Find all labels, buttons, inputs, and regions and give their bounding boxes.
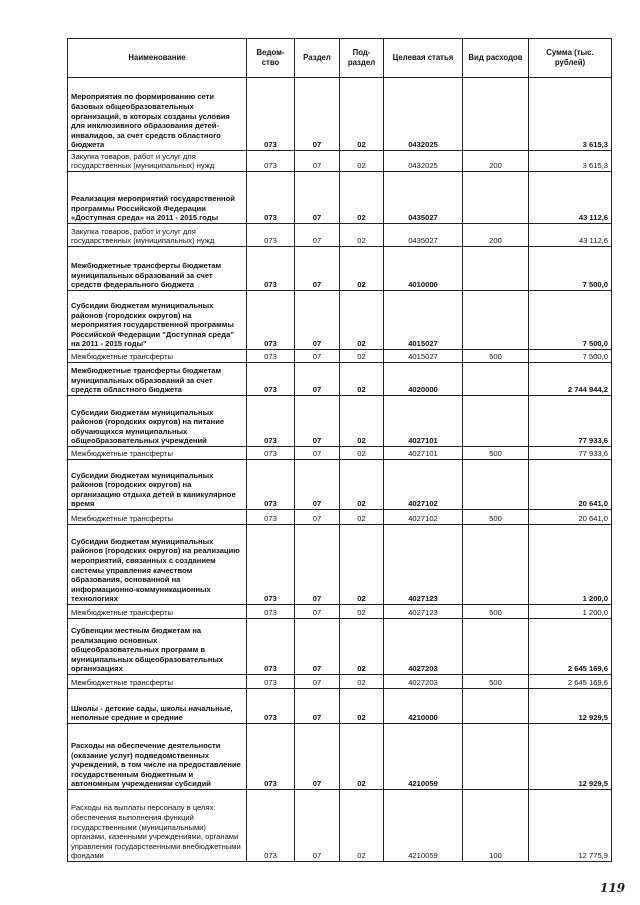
cell-section: 07 <box>295 689 340 724</box>
cell-dept: 073 <box>247 151 295 172</box>
cell-name: Межбюджетные трансферты <box>68 605 247 619</box>
cell-dept: 073 <box>247 78 295 151</box>
cell-target: 4210059 <box>384 790 463 862</box>
cell-target: 4027102 <box>384 510 463 525</box>
table-row <box>68 510 612 525</box>
cell-type <box>463 291 529 350</box>
table-row <box>68 350 612 363</box>
cell-sum: 7 500,0 <box>529 350 612 363</box>
cell-name: Субсидии бюджетам муниципальных районов (городских округов) на мероприятия государственной программы Российской Федерации "Доступная среда" на 2011 - 2015 годы" <box>68 291 247 350</box>
cell-subsection: 02 <box>340 247 384 291</box>
header-subsection: Под-раздел <box>340 39 384 78</box>
cell-name: Субвенции местным бюджетам на реализацию основных общеобразовательных программ в муниципальных общеобразовательных организациях <box>68 619 247 675</box>
cell-section: 07 <box>295 525 340 605</box>
cell-sum: 12 929,5 <box>529 724 612 790</box>
table-row <box>68 447 612 460</box>
cell-type <box>463 460 529 510</box>
cell-type: 500 <box>463 510 529 525</box>
cell-section: 07 <box>295 350 340 363</box>
cell-target: 4210000 <box>384 689 463 724</box>
cell-section: 07 <box>295 460 340 510</box>
table-row <box>68 675 612 689</box>
cell-section: 07 <box>295 619 340 675</box>
cell-sum: 20 641,0 <box>529 460 612 510</box>
cell-sum: 1 200,0 <box>529 605 612 619</box>
cell-name: Межбюджетные трансферты <box>68 350 247 363</box>
cell-dept: 073 <box>247 605 295 619</box>
cell-type <box>463 172 529 224</box>
cell-subsection: 02 <box>340 396 384 447</box>
cell-type: 200 <box>463 224 529 247</box>
cell-name: Субсидии бюджетам муниципальных районов (городских округов) на реализацию мероприятий, связанных с созданием системы управления качеством образования, основанной на информационно-коммуникационных технологиях <box>68 525 247 605</box>
cell-target: 0435027 <box>384 172 463 224</box>
cell-type <box>463 724 529 790</box>
cell-section: 07 <box>295 605 340 619</box>
table-row <box>68 525 612 605</box>
cell-name: Школы - детские сады, школы начальные, неполные средние и средние <box>68 689 247 724</box>
header-name: Наименование <box>68 39 247 78</box>
cell-target: 4027203 <box>384 619 463 675</box>
cell-target: 4027123 <box>384 525 463 605</box>
cell-subsection: 02 <box>340 291 384 350</box>
cell-type: 500 <box>463 447 529 460</box>
budget-table <box>67 38 612 862</box>
cell-dept: 073 <box>247 350 295 363</box>
cell-subsection: 02 <box>340 724 384 790</box>
cell-dept: 073 <box>247 460 295 510</box>
cell-section: 07 <box>295 291 340 350</box>
cell-section: 07 <box>295 224 340 247</box>
cell-target: 4027101 <box>384 447 463 460</box>
cell-sum: 7 500,0 <box>529 247 612 291</box>
cell-subsection: 02 <box>340 151 384 172</box>
cell-target: 0432025 <box>384 78 463 151</box>
cell-name: Субсидии бюджетам муниципальных районов (городских округов) на организацию отдыха детей в каникулярное время <box>68 460 247 510</box>
cell-subsection: 02 <box>340 363 384 396</box>
cell-sum: 12 775,9 <box>529 790 612 862</box>
cell-type: 200 <box>463 151 529 172</box>
cell-type <box>463 247 529 291</box>
cell-type <box>463 689 529 724</box>
cell-subsection: 02 <box>340 460 384 510</box>
cell-name: Межбюджетные трансферты бюджетам муниципальных образований за счет средств федерального бюджета <box>68 247 247 291</box>
cell-type <box>463 396 529 447</box>
table-row <box>68 619 612 675</box>
cell-target: 4027123 <box>384 605 463 619</box>
table-row <box>68 605 612 619</box>
cell-subsection: 02 <box>340 447 384 460</box>
table-row <box>68 151 612 172</box>
cell-dept: 073 <box>247 396 295 447</box>
table-row <box>68 396 612 447</box>
cell-target: 4210059 <box>384 724 463 790</box>
cell-section: 07 <box>295 675 340 689</box>
cell-section: 07 <box>295 247 340 291</box>
cell-dept: 073 <box>247 525 295 605</box>
table-row <box>68 224 612 247</box>
cell-subsection: 02 <box>340 619 384 675</box>
cell-type: 500 <box>463 350 529 363</box>
cell-dept: 073 <box>247 224 295 247</box>
cell-name: Субсидии бюджетам муниципальных районов (городских округов) на питание обучающихся муниципальных общеобразовательных учреждений <box>68 396 247 447</box>
header-section: Раздел <box>295 39 340 78</box>
cell-subsection: 02 <box>340 172 384 224</box>
cell-name: Межбюджетные трансферты <box>68 510 247 525</box>
cell-dept: 073 <box>247 689 295 724</box>
cell-sum: 77 933,6 <box>529 396 612 447</box>
table-row <box>68 247 612 291</box>
cell-target: 4015027 <box>384 350 463 363</box>
cell-subsection: 02 <box>340 689 384 724</box>
cell-target: 4015027 <box>384 291 463 350</box>
cell-name: Расходы на обеспечение деятельности (оказание услуг) подведомственных учреждений, в том числе на предоставление государственным бюджетным и автономным учреждениям субсидий <box>68 724 247 790</box>
cell-dept: 073 <box>247 724 295 790</box>
cell-subsection: 02 <box>340 224 384 247</box>
cell-sum: 2 645 169,6 <box>529 675 612 689</box>
cell-name: Расходы на выплаты персоналу в целях обеспечения выполнения функций государственными (муниципальными) органами, казенными учреждениями, органами управления государственными внебюджетными фондами <box>68 790 247 862</box>
cell-target: 4027203 <box>384 675 463 689</box>
cell-dept: 073 <box>247 675 295 689</box>
table-row <box>68 78 612 151</box>
cell-dept: 073 <box>247 790 295 862</box>
table-header-row <box>68 39 612 78</box>
cell-section: 07 <box>295 363 340 396</box>
cell-section: 07 <box>295 447 340 460</box>
cell-section: 07 <box>295 790 340 862</box>
cell-subsection: 02 <box>340 525 384 605</box>
table-row <box>68 291 612 350</box>
table-row <box>68 460 612 510</box>
cell-section: 07 <box>295 172 340 224</box>
cell-dept: 073 <box>247 247 295 291</box>
cell-type <box>463 363 529 396</box>
cell-dept: 073 <box>247 291 295 350</box>
cell-dept: 073 <box>247 510 295 525</box>
cell-section: 07 <box>295 510 340 525</box>
cell-sum: 3 615,3 <box>529 151 612 172</box>
cell-target: 4010000 <box>384 247 463 291</box>
table-row <box>68 363 612 396</box>
cell-sum: 1 200,0 <box>529 525 612 605</box>
header-sum: Сумма (тыс. рублей) <box>529 39 612 78</box>
cell-sum: 20 641,0 <box>529 510 612 525</box>
cell-section: 07 <box>295 396 340 447</box>
cell-type <box>463 78 529 151</box>
cell-name: Закупка товаров, работ и услуг для государственных (муниципальных) нужд <box>68 151 247 172</box>
cell-subsection: 02 <box>340 510 384 525</box>
table-row <box>68 172 612 224</box>
cell-type: 100 <box>463 790 529 862</box>
cell-section: 07 <box>295 151 340 172</box>
cell-sum: 43 112,6 <box>529 224 612 247</box>
cell-section: 07 <box>295 724 340 790</box>
cell-sum: 3 615,3 <box>529 78 612 151</box>
page-number: 119 <box>600 881 626 895</box>
cell-dept: 073 <box>247 447 295 460</box>
cell-dept: 073 <box>247 619 295 675</box>
cell-name: Закупка товаров, работ и услуг для государственных (муниципальных) нужд <box>68 224 247 247</box>
cell-name: Реализация мероприятий государственной программы Российской Федерации «Доступная среда» на 2011 - 2015 годы <box>68 172 247 224</box>
table-row <box>68 790 612 862</box>
cell-name: Мероприятия по формированию сети базовых общеобразовательных организаций, в которых созданы условия для инклюзивного образования детей-инвалидов, за счет средств областного бюджета <box>68 78 247 151</box>
cell-sum: 12 929,5 <box>529 689 612 724</box>
cell-target: 4027102 <box>384 460 463 510</box>
cell-subsection: 02 <box>340 675 384 689</box>
cell-subsection: 02 <box>340 350 384 363</box>
cell-section: 07 <box>295 78 340 151</box>
cell-subsection: 02 <box>340 78 384 151</box>
cell-target: 0435027 <box>384 224 463 247</box>
cell-name: Межбюджетные трансферты <box>68 447 247 460</box>
header-dept: Ведом-ство <box>247 39 295 78</box>
cell-type <box>463 525 529 605</box>
cell-target: 0432025 <box>384 151 463 172</box>
cell-subsection: 02 <box>340 790 384 862</box>
cell-sum: 77 933,6 <box>529 447 612 460</box>
cell-type <box>463 619 529 675</box>
cell-target: 4027101 <box>384 396 463 447</box>
table-row <box>68 689 612 724</box>
header-type: Вид расходов <box>463 39 529 78</box>
cell-subsection: 02 <box>340 605 384 619</box>
cell-type: 500 <box>463 605 529 619</box>
cell-target: 4020000 <box>384 363 463 396</box>
cell-sum: 2 744 944,2 <box>529 363 612 396</box>
cell-name: Межбюджетные трансферты бюджетам муниципальных образований за счет средств областного бюджета <box>68 363 247 396</box>
header-target: Целевая статья <box>384 39 463 78</box>
cell-type: 500 <box>463 675 529 689</box>
cell-sum: 43 112,6 <box>529 172 612 224</box>
table-row <box>68 724 612 790</box>
cell-dept: 073 <box>247 172 295 224</box>
cell-dept: 073 <box>247 363 295 396</box>
cell-name: Межбюджетные трансферты <box>68 675 247 689</box>
cell-sum: 7 500,0 <box>529 291 612 350</box>
cell-sum: 2 645 169,6 <box>529 619 612 675</box>
